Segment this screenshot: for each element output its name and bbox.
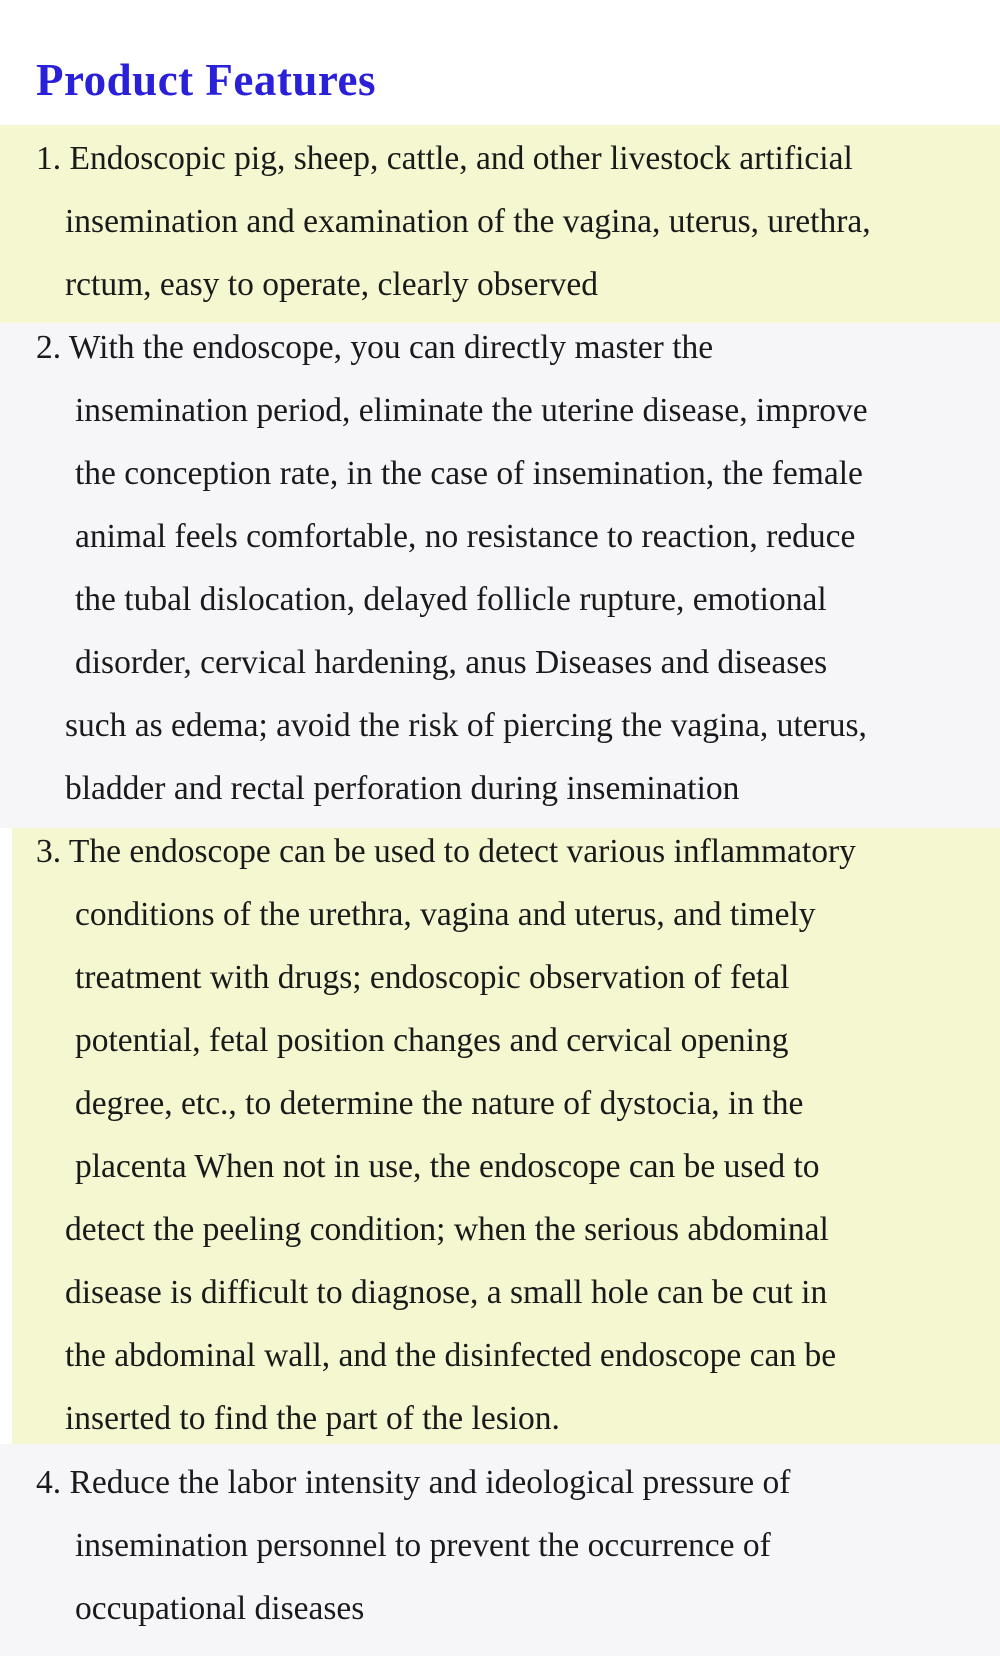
feature-line: inserted to find the part of the lesion. — [65, 1400, 560, 1437]
feature-text: Reduce the labor intensity and ideological pressure of — [69, 1464, 791, 1501]
feature-line: bladder and rectal perforation during insemination — [65, 770, 740, 807]
feature-line: disease is difficult to diagnose, a small hole can be cut in — [65, 1274, 828, 1311]
feature-line: detect the peeling condition; when the serious abdominal — [65, 1211, 829, 1248]
feature-line — [0, 127, 1000, 190]
feature-line: insemination personnel to prevent the occurrence of — [75, 1527, 771, 1564]
feature-line: rctum, easy to operate, clearly observed — [65, 266, 598, 303]
feature-line: degree, etc., to determine the nature of dystocia, in the — [75, 1085, 804, 1122]
feature-item-2 — [0, 316, 1000, 820]
feature-line: disorder, cervical hardening, anus Diseases and diseases — [75, 644, 828, 681]
feature-number: 1. — [36, 140, 62, 177]
feature-item-1 — [0, 127, 1000, 316]
feature-line: treatment with drugs; endoscopic observation of fetal — [75, 959, 790, 996]
feature-line: insemination period, eliminate the uterine disease, improve — [75, 392, 868, 429]
feature-number: 3. — [36, 833, 62, 870]
feature-line — [0, 1451, 1000, 1514]
title-bar — [0, 0, 1000, 125]
feature-line: placenta When not in use, the endoscope can be used to — [75, 1148, 820, 1185]
feature-number: 4. — [36, 1464, 62, 1501]
feature-line: the conception rate, in the case of insemination, the female — [75, 455, 863, 492]
page-title: Product Features — [36, 55, 377, 105]
feature-number: 2. — [36, 329, 62, 366]
feature-line: conditions of the urethra, vagina and uterus, and timely — [75, 896, 816, 933]
feature-line: animal feels comfortable, no resistance to reaction, reduce — [75, 518, 856, 555]
feature-item-3 — [0, 820, 1000, 1450]
feature-line: occupational diseases — [75, 1590, 365, 1627]
feature-line — [0, 316, 1000, 379]
feature-line: such as edema; avoid the risk of piercing the vagina, uterus, — [65, 707, 867, 744]
feature-line — [0, 820, 1000, 883]
feature-item-4 — [0, 1451, 1000, 1640]
feature-line: the abdominal wall, and the disinfected endoscope can be — [65, 1337, 837, 1374]
feature-text: The endoscope can be used to detect various inflammatory — [68, 833, 856, 870]
feature-text: With the endoscope, you can directly master the — [68, 329, 714, 366]
feature-line: insemination and examination of the vagina, uterus, urethra, — [65, 203, 871, 240]
feature-line: the tubal dislocation, delayed follicle rupture, emotional — [75, 581, 827, 618]
feature-line: potential, fetal position changes and cervical opening — [75, 1022, 789, 1059]
feature-text: Endoscopic pig, sheep, cattle, and other livestock artificial — [69, 140, 853, 177]
